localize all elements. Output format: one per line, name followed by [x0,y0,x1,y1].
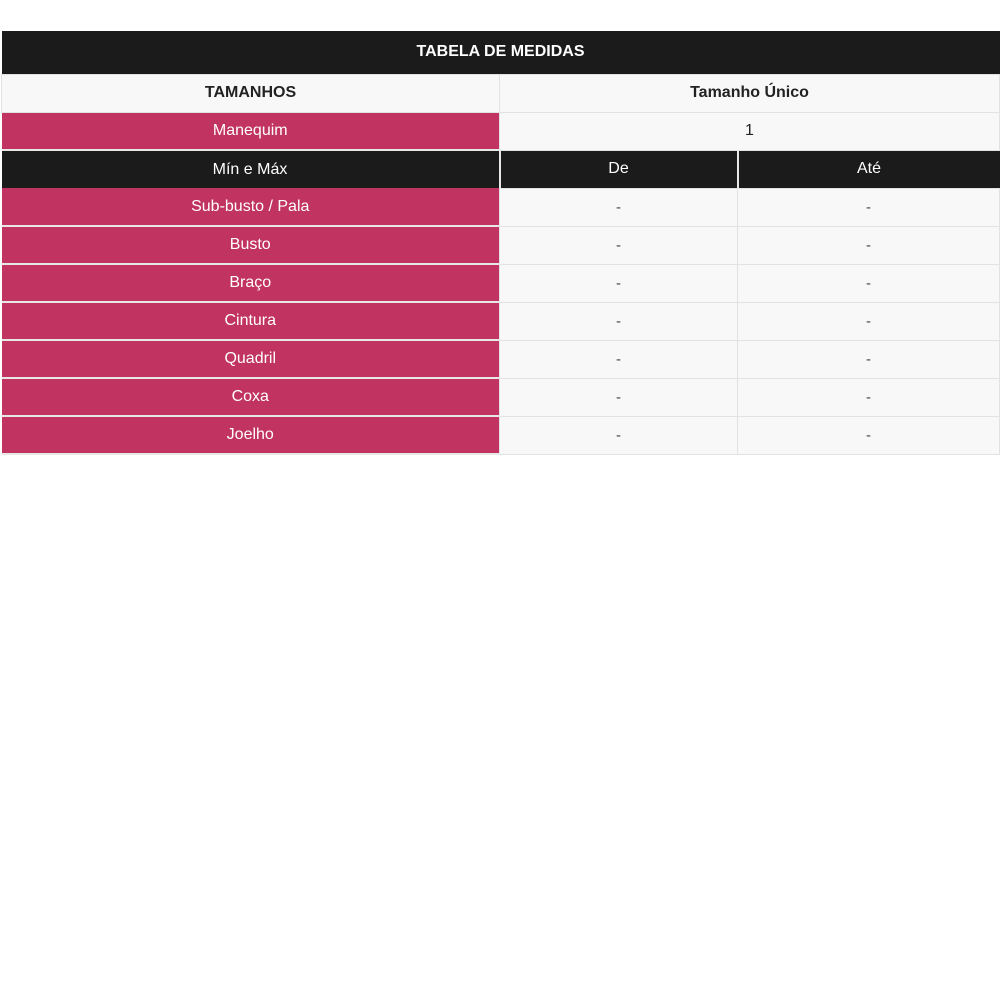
measure-from: - [500,302,738,340]
table-row [2,226,1000,264]
measure-label: Quadril [2,340,500,378]
mannequin-row [2,112,1000,150]
measure-to: - [738,188,1000,226]
measure-from: - [500,188,738,226]
size-name: Tamanho Único [500,74,1000,112]
mannequin-label: Manequim [2,112,500,150]
measure-to: - [738,378,1000,416]
measure-to: - [738,340,1000,378]
mannequin-value: 1 [500,112,1000,150]
measure-label: Busto [2,226,500,264]
size-chart-table [1,31,1000,455]
measure-from: - [500,416,738,454]
table-row [2,340,1000,378]
measure-to: - [738,264,1000,302]
sizes-row [2,74,1000,112]
measure-to: - [738,416,1000,454]
sizes-header: TAMANHOS [2,74,500,112]
table-row [2,302,1000,340]
table-row [2,378,1000,416]
title-row [2,31,1000,74]
to-header: Até [738,150,1000,188]
measure-from: - [500,264,738,302]
measure-from: - [500,226,738,264]
measure-from: - [500,378,738,416]
table-row [2,264,1000,302]
range-header-row [2,150,1000,188]
range-label: Mín e Máx [2,150,500,188]
measure-to: - [738,226,1000,264]
table-row [2,188,1000,226]
measure-label: Braço [2,264,500,302]
table-title: TABELA DE MEDIDAS [2,31,1000,74]
measure-label: Coxa [2,378,500,416]
measure-label: Joelho [2,416,500,454]
measure-from: - [500,340,738,378]
from-header: De [500,150,738,188]
measure-label: Cintura [2,302,500,340]
measure-label: Sub-busto / Pala [2,188,500,226]
measure-to: - [738,302,1000,340]
table-row [2,416,1000,454]
